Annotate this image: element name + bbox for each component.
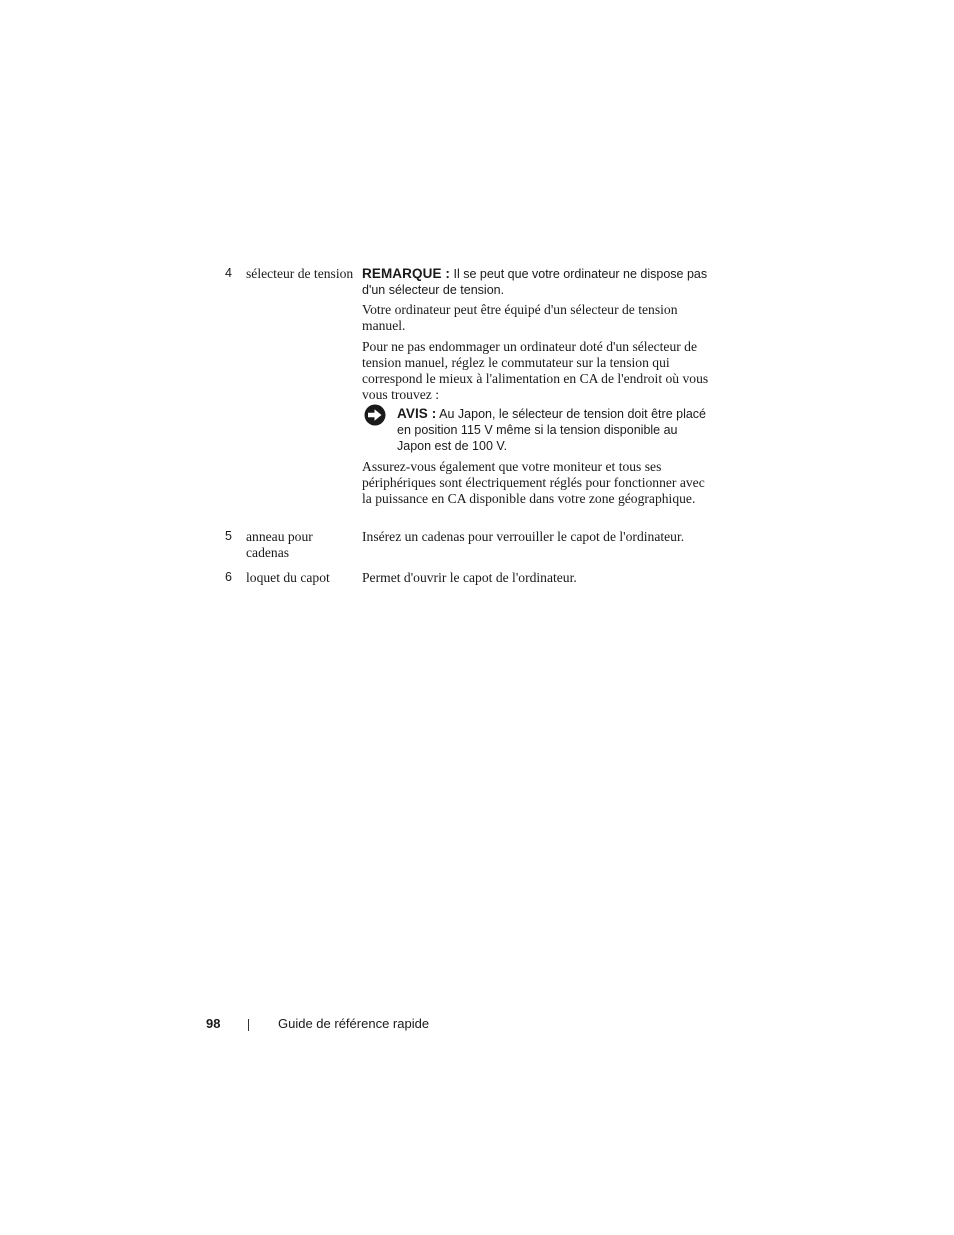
notice-label: AVIS : bbox=[397, 406, 437, 421]
row-number: 4 bbox=[225, 266, 232, 280]
description-paragraph: Permet d'ouvrir le capot de l'ordinateur. bbox=[362, 570, 577, 585]
notice-text: Au Japon, le sélecteur de tension doit être placé en position 115 V même si la tension disponible au Japon est de 100 V. bbox=[397, 407, 706, 453]
footer-title: Guide de référence rapide bbox=[278, 1016, 430, 1031]
row-number: 5 bbox=[225, 529, 232, 543]
note-remarque bbox=[362, 266, 714, 298]
note-text: Il se peut que votre ordinateur ne dispose pas d'un sélecteur de tension. bbox=[362, 267, 708, 297]
notice-avis bbox=[397, 406, 715, 454]
description-paragraph: Pour ne pas endommager un ordinateur doté d'un sélecteur de tension manuel, réglez le commutateur sur la tension qui correspond le mieux à l'alimentation en CA de l'endroit où vous vous trouvez : bbox=[362, 339, 709, 402]
row-label: anneau pour cadenas bbox=[246, 529, 313, 560]
description-paragraph: Insérez un cadenas pour verrouiller le capot de l'ordinateur. bbox=[362, 529, 685, 544]
notice-arrow-icon bbox=[362, 404, 388, 426]
row-label: sélecteur de tension bbox=[246, 266, 354, 281]
description-paragraph: Assurez-vous également que votre moniteur et tous ses périphériques sont électriquement réglés pour fonctionner avec la puissance en CA disponible dans votre zone géographique. bbox=[362, 459, 705, 506]
note-label: REMARQUE : bbox=[362, 266, 450, 281]
description-paragraph: Votre ordinateur peut être équipé d'un sélecteur de tension manuel. bbox=[362, 302, 678, 333]
row-number: 6 bbox=[225, 570, 232, 584]
row-label: loquet du capot bbox=[246, 570, 330, 585]
page-number: 98 bbox=[206, 1016, 221, 1031]
footer-separator bbox=[248, 1019, 249, 1031]
